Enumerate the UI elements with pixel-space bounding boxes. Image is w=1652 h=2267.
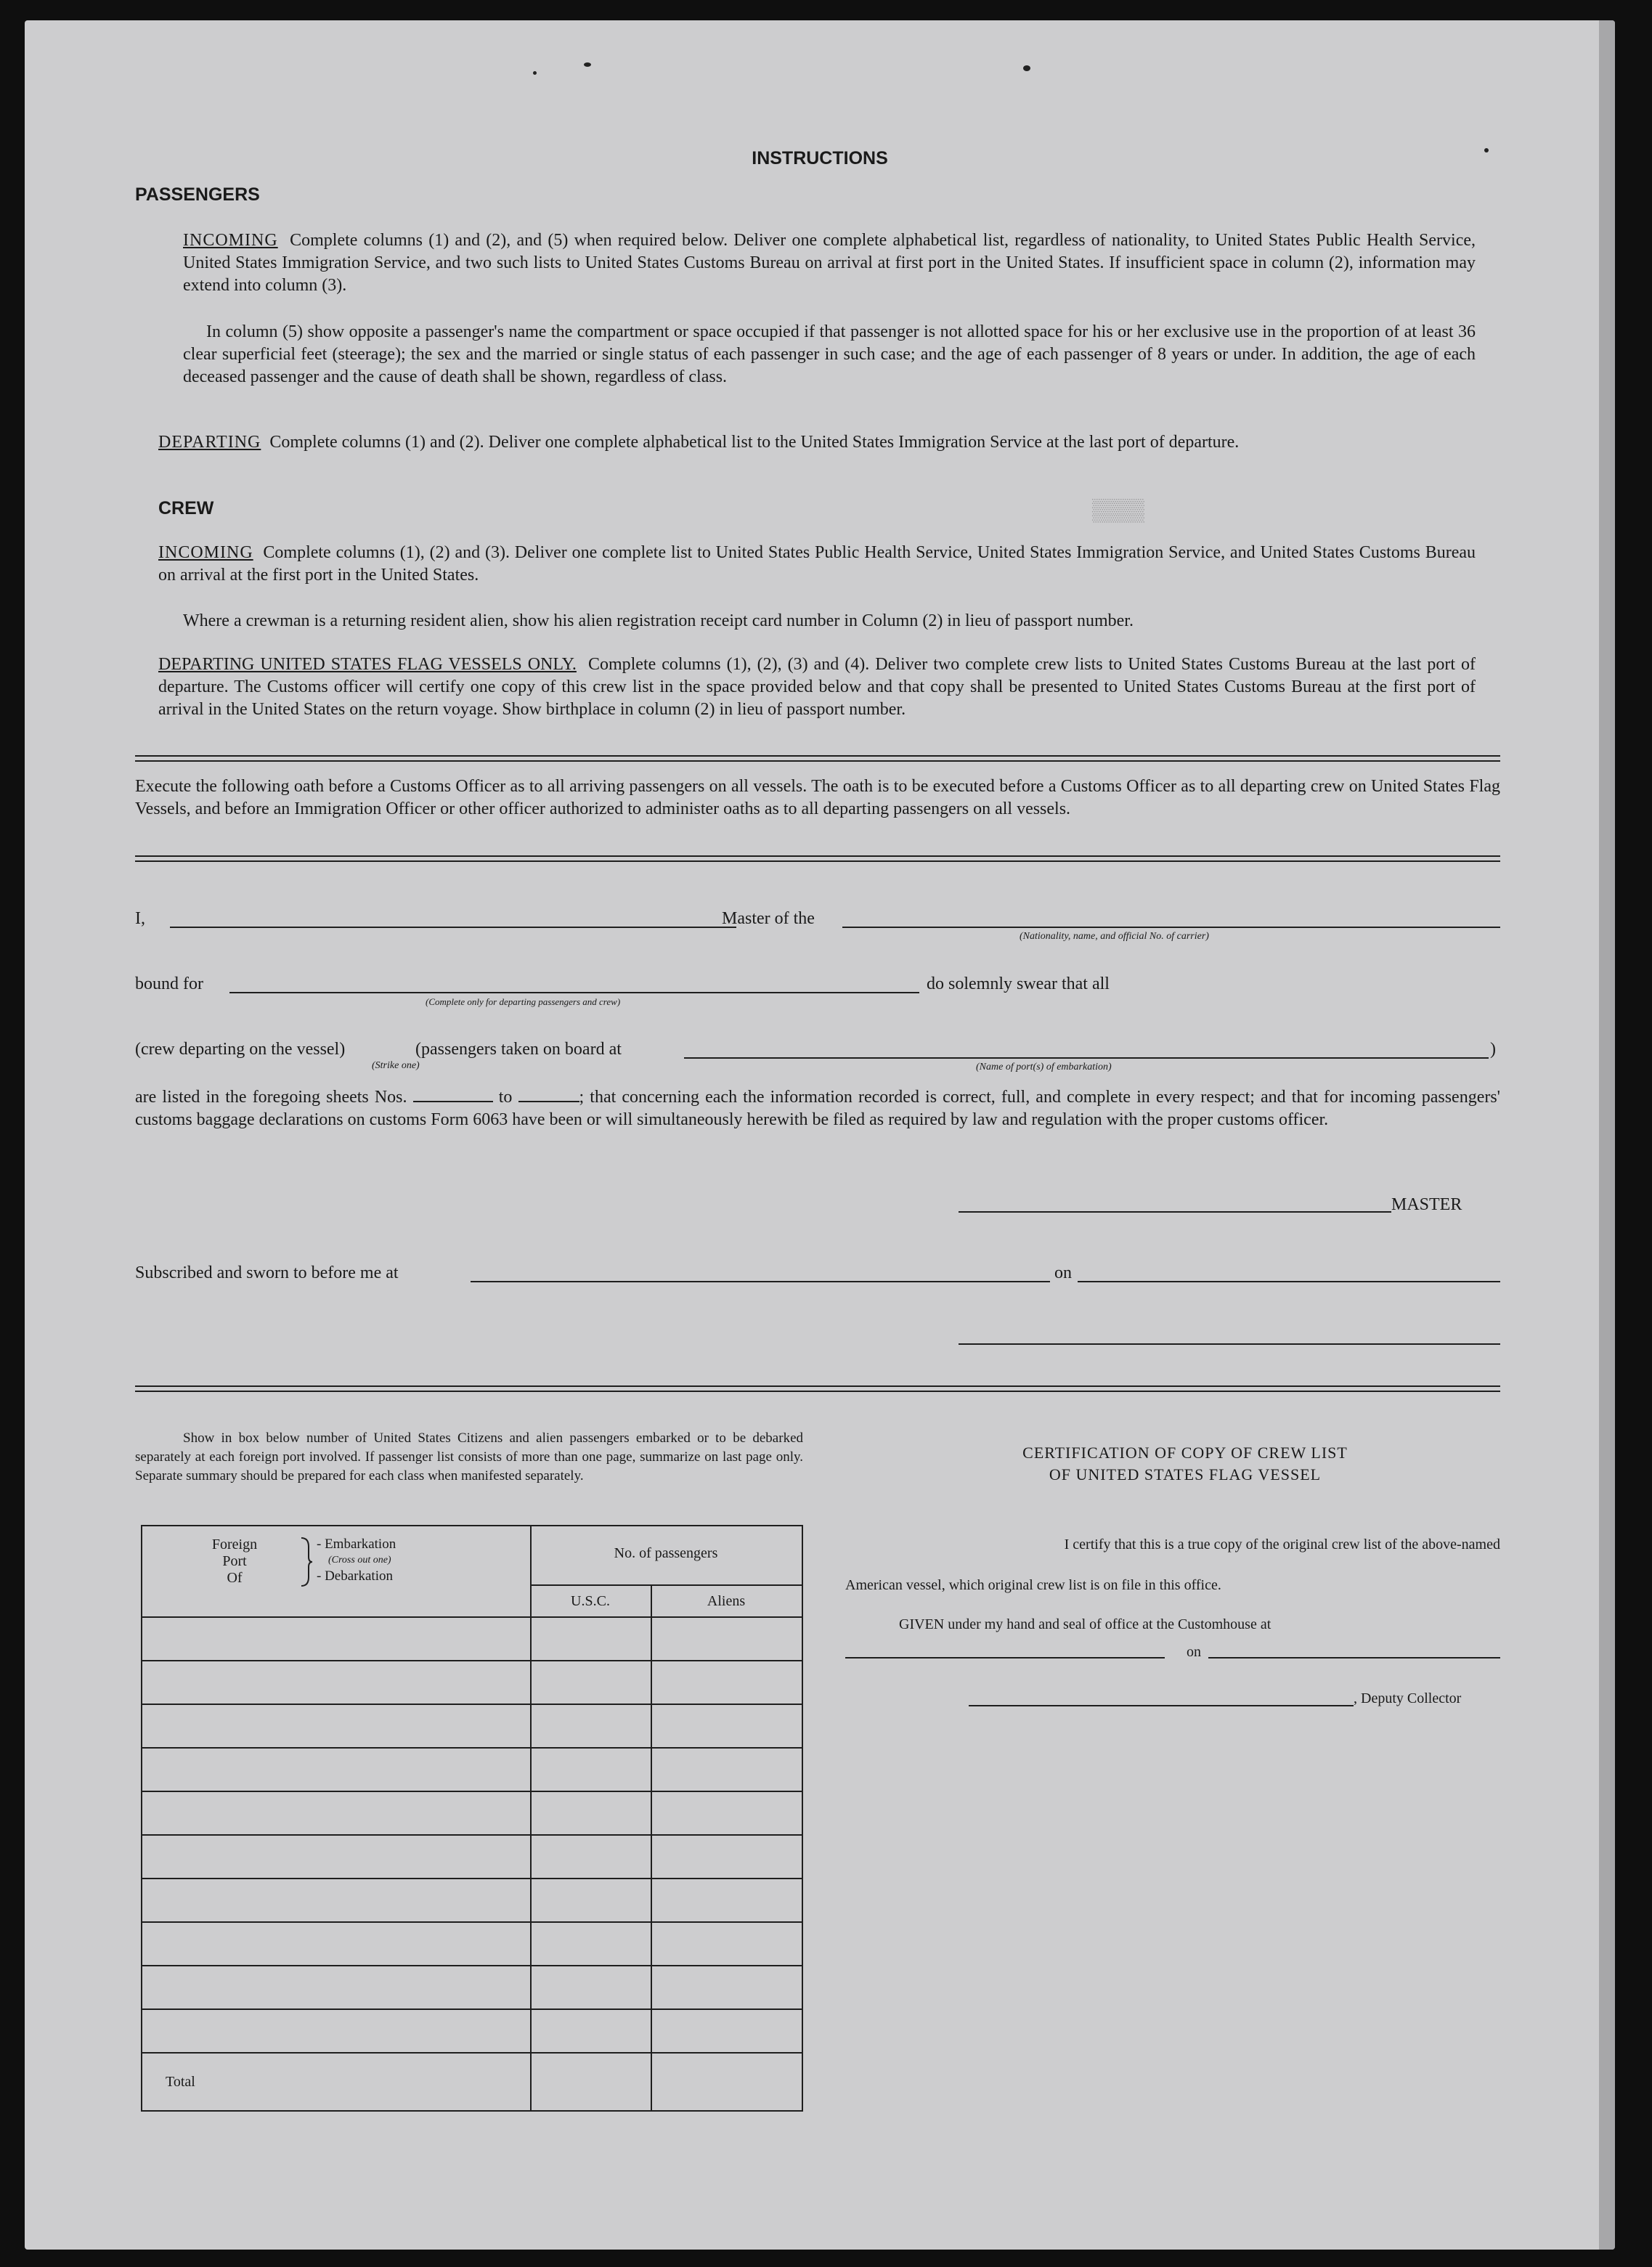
passenger-summary-table [141, 1525, 803, 2112]
divider [135, 755, 1500, 762]
crew-incoming-section [158, 542, 1476, 587]
table-column-divider [651, 1584, 652, 2110]
passengers-heading: PASSENGERS [135, 184, 260, 205]
passengers-taken-option: (passengers taken on board at [415, 1040, 622, 1059]
table-row [142, 1921, 802, 1923]
given-line: GIVEN under my hand and seal of office at the Customhouse at [899, 1616, 1271, 1632]
crew-returning-text: Where a crewman is a returning resident alien, show his alien registration receipt card number in Column (2) in lieu of passport number. [183, 611, 1134, 630]
sheet-from-field[interactable] [413, 1088, 493, 1102]
passengers-departing-section [158, 431, 1476, 454]
oath-intro: Execute the following oath before a Customs Officer as to all arriving passengers on all vessels. The oath is to be executed before a Customs Officer as to all departing crew on United States Flag Vessels, and before an Immigration Officer or other officer authorized to administer oaths as to all departing passengers on all vessels. [135, 777, 1500, 818]
table-header-rule [530, 1584, 802, 1586]
embarkation-label: - Embarkation [317, 1537, 396, 1552]
table-row [142, 1834, 802, 1836]
master-signature-field[interactable] [959, 1211, 1391, 1213]
subscribed-label: Subscribed and sworn to before me at [135, 1263, 399, 1282]
sworn-at-field[interactable] [471, 1281, 1050, 1282]
certification-title [870, 1442, 1500, 1486]
certify-line-2: American vessel, which original crew list is on file in this office. [845, 1577, 1221, 1593]
carrier-field[interactable] [842, 927, 1500, 928]
crew-incoming-label: INCOMING [158, 543, 253, 562]
certification-date-field[interactable] [1208, 1657, 1500, 1658]
sheet-to-field[interactable] [518, 1088, 579, 1102]
table-row [142, 2052, 802, 2054]
passengers-departing-label: DEPARTING [158, 433, 261, 452]
embarkation-ports-field[interactable] [684, 1057, 1489, 1059]
crew-departing-label: DEPARTING UNITED STATES FLAG VESSELS ONLY. [158, 655, 577, 674]
aliens-header: Aliens [707, 1593, 746, 1609]
deputy-collector-signature-field[interactable] [969, 1705, 1354, 1706]
certification-on-label: on [1187, 1644, 1201, 1660]
sworn-on-label: on [1054, 1263, 1072, 1282]
foreign-port-of-label [209, 1537, 260, 1587]
no-of-passengers-header: No. of passengers [614, 1545, 718, 1561]
master-signature-label: MASTER [1391, 1195, 1462, 1214]
table-row [142, 1965, 802, 1966]
passengers-column5-text: In column (5) show opposite a passenger's name the compartment or space occupied if that passenger is not allotted space for his or her exclusive use in the proportion of at least 36 clear superficial feet (steerage); the sex and the married or single status of each passenger in such case; and the age of each passenger of 8 years or under. In addition, the age of each deceased passenger and the cause of death shall be shown, regardless of class. [183, 322, 1476, 386]
sworn-date-field[interactable] [1078, 1281, 1500, 1282]
officer-signature-field[interactable] [959, 1343, 1500, 1345]
deputy-collector-label: , Deputy Collector [1354, 1690, 1462, 1706]
listed-text-b: ; that concerning each the information recorded is correct, full, and complete in every respect; and that for incoming passengers' customs baggage declarations on customs Form 6063 have been or will simultaneously herewith be filed as required by law and regulation with the proper customs officer. [135, 1088, 1501, 1129]
table-row [142, 2008, 802, 2010]
table-column-divider [530, 1526, 532, 2110]
crew-departing-section [158, 654, 1476, 721]
cross-out-label: (Cross out one) [328, 1555, 391, 1566]
ports-caption: (Name of port(s) of embarkation) [976, 1062, 1112, 1073]
speck [1023, 65, 1030, 71]
bound-for-label: bound for [135, 974, 203, 993]
passengers-incoming-text: Complete columns (1) and (2), and (5) when required below. Deliver one complete alphabetical list, regardless of nationality, to United States Public Health Service, United States Immigration Service, and two such lists to United States Customs Bureau on arrival at first port in the United States. If insufficient space in column (2), information may extend into column (3). [183, 231, 1476, 295]
certification-title-line-1: CERTIFICATION OF COPY OF CREW LIST [1022, 1444, 1348, 1462]
table-header-rule [142, 1616, 802, 1618]
total-label: Total [166, 2074, 195, 2090]
table-row [142, 1704, 802, 1705]
page-edge [1599, 20, 1615, 2250]
listed-text-a: are listed in the foregoing sheets Nos. [135, 1088, 407, 1107]
embarkation-options [317, 1537, 396, 1584]
summary-instructions: Show in box below number of United States Citizens and alien passengers embarked or to be debarked separately at each foreign port involved. If passenger list consists of more than one page, summarize on last page only. Separate summary should be prepared for each class when manifested separately. [135, 1430, 803, 1483]
crew-incoming-text: Complete columns (1), (2) and (3). Deliver one complete list to United States Public Health Service, United States Immigration Service, and United States Customs Bureau on arrival at the first port in the United States. [158, 543, 1476, 585]
brace-icon [299, 1537, 314, 1587]
listed-paragraph [135, 1086, 1500, 1131]
bound-for-field[interactable] [229, 992, 919, 993]
foreign-label: Foreign [211, 1537, 258, 1552]
of-label: Of [227, 1570, 243, 1586]
table-row [142, 1660, 802, 1661]
passengers-incoming-section [183, 229, 1476, 297]
table-row [142, 1791, 802, 1792]
close-paren: ) [1490, 1040, 1496, 1059]
certify-line-1: I certify that this is a true copy of the original crew list of the above-named [1064, 1537, 1500, 1552]
page-title: INSTRUCTIONS [752, 148, 888, 168]
listed-to: to [498, 1088, 513, 1107]
debarkation-label: - Debarkation [317, 1568, 393, 1584]
strike-one-caption: (Strike one) [372, 1060, 420, 1071]
customhouse-field[interactable] [845, 1657, 1165, 1658]
port-label: Port [222, 1553, 247, 1569]
divider [135, 855, 1500, 862]
bound-for-caption: (Complete only for departing passengers and crew) [426, 996, 621, 1007]
divider [135, 1385, 1500, 1392]
bleed-through: ▒▒▒▒ [1092, 500, 1145, 524]
speck [584, 62, 591, 67]
passengers-incoming-label: INCOMING [183, 231, 278, 250]
crew-departing-option: (crew departing on the vessel) [135, 1040, 346, 1059]
document-page [25, 20, 1615, 2250]
crew-heading: CREW [158, 498, 214, 518]
speck [533, 71, 537, 75]
carrier-caption: (Nationality, name, and official No. of carrier) [1020, 931, 1209, 942]
usc-header: U.S.C. [571, 1593, 610, 1609]
crew-departing-text: Complete columns (1), (2), (3) and (4). Deliver two complete crew lists to United States Customs Bureau at the last port of departure. The Customs officer will certify one copy of this crew list in the space provided below and that copy shall be presented to United States Customs Bureau at the first port of arrival in the United States on the return voyage. Show birthplace in column (2) in lieu of passport number. [158, 655, 1476, 719]
certification-title-line-2: OF UNITED STATES FLAG VESSEL [1049, 1465, 1322, 1483]
oath-i-label: I, [135, 909, 145, 928]
swear-text: do solemnly swear that all [927, 974, 1110, 993]
table-row [142, 1878, 802, 1879]
master-name-field[interactable] [170, 927, 736, 928]
passengers-departing-text: Complete columns (1) and (2). Deliver one complete alphabetical list to the United States Immigration Service at the last port of departure. [269, 433, 1240, 452]
master-of-the-label: Master of the [722, 909, 815, 928]
table-row [142, 1747, 802, 1749]
